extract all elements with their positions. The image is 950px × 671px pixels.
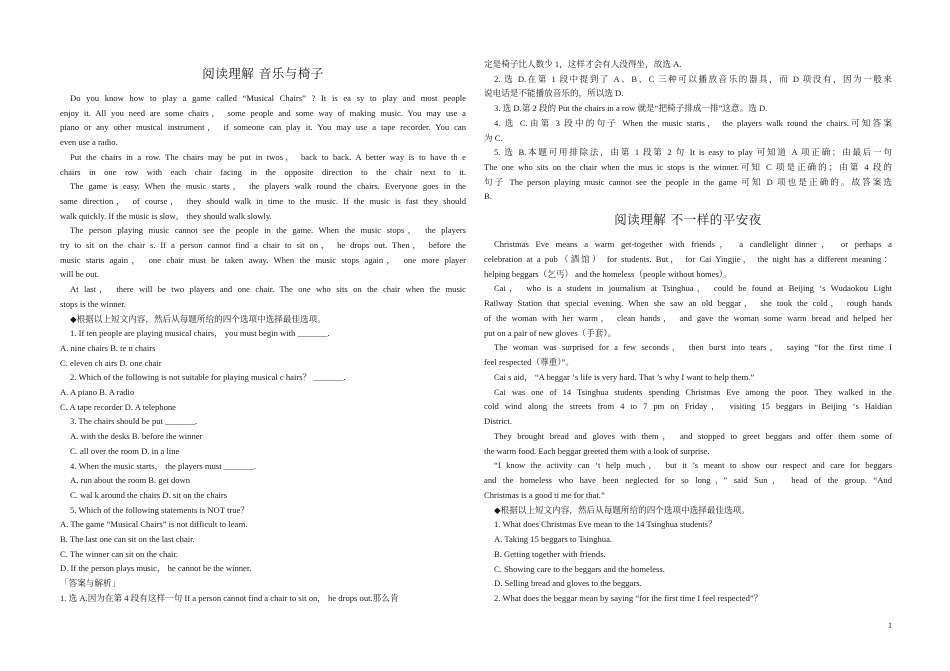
- text-line: Railway Station that special evening. When she saw an old beggar， she took the cold， rough hands: [484, 298, 892, 308]
- text-line: 为 C.: [484, 132, 503, 143]
- text-line: The person playing music cannot see the people in the game. When the music stops， the players: [70, 225, 466, 236]
- text-line: Christmas Eve means a warm get-together with friends， a candlelight dinner， or perhaps a: [494, 239, 892, 249]
- text-line: B. The last one can sit on the last chair.: [60, 534, 195, 544]
- text-line: C. Showing care to the beggars and the homeless.: [494, 563, 665, 574]
- text-line: The woman was surprised for a few seconds， then burst into tears， saying “for the first time I: [494, 342, 892, 353]
- text-line: 1. What does Christmas Eve mean to the 14 Tsinghua students？: [494, 519, 717, 530]
- text-line: D. Selling bread and gloves to the beggars.: [494, 578, 642, 589]
- text-line: A. with the desks B. before the winner: [70, 431, 203, 442]
- text-line: District.: [484, 416, 512, 426]
- text-line: 2. What does the beggar mean by saying “for the first time I feel respected”？: [494, 593, 763, 603]
- text-line: Cai s aid， “A beggar ‘s life is very hard. That ’s why I want to help them.”: [494, 371, 755, 382]
- article-title-music-chairs: 阅读理解 音乐与椅子: [202, 66, 324, 81]
- text-line: same direction， of course， they should walk in time to the music. If the music is fast they should: [60, 195, 466, 206]
- text-line: Put the chairs in a row. The chairs may be put in twos， back to back. A better way is to have th e: [70, 151, 466, 162]
- text-line: Cai was one of 14 Tsinghua students spending Christmas Eve among the poor. They walked in the: [494, 386, 892, 397]
- text-line: C. A tape recorder D. A telephone: [60, 401, 176, 412]
- text-line: The one who sits on the chair when the mus ic stops is the winner.可知 C 项是正确的；由第 4 段的: [484, 161, 892, 172]
- text-line: They brought bread and gloves with them， and stopped to greet beggars and offer them some of: [494, 430, 892, 441]
- text-line: 2. 选 D.在第 1 段中提到了 A、B、C 三种可以播放音乐的器具，而 D 项没有，因为一般来: [494, 73, 892, 84]
- text-line: A. Taking 15 beggars to Tsinghua.: [494, 534, 613, 544]
- text-line: stops is the winner.: [60, 298, 126, 309]
- text-line: C. wal k around the chairs D. sit on the chairs: [70, 489, 228, 500]
- text-line: 2. Which of the following is not suitable for playing musical c hairs？ _______.: [70, 372, 346, 383]
- text-line: Do you know how to play a game called “Musical Chairs” ? It is ea sy to play and most people: [70, 93, 466, 103]
- text-line: 5. Which of the following statements is NOT true？: [70, 504, 249, 515]
- text-line: celebration at a pub（酒馆） for students. But， for Cai Yingjie， the night has a different meaning：: [484, 253, 892, 264]
- text-line: helping beggars（乞丐） and the homeless（people without homes）。: [484, 268, 732, 279]
- text-line: 4. When the music starts， the players must _______.: [70, 460, 257, 471]
- text-line: 句子 The person playing music cannot see the people in the game 可知 D 项也是正确的。故答案选: [484, 176, 892, 187]
- text-line: try to sit on the chair s. If a person cannot find a chair to sit on， he drops out. Then， before the: [60, 240, 466, 250]
- text-line: Christmas is a good ti me for that.”: [484, 489, 605, 500]
- text-line: even use a radio.: [60, 137, 118, 148]
- text-line: “I know the activity can ‘t help much， but it ’s meant to show our respect and care for beggars: [494, 460, 892, 471]
- text-line: C. eleven ch airs D. one chair: [60, 357, 162, 368]
- text-line: music starts again， one chair must be taken away. When the music stops again， one more player: [60, 254, 466, 265]
- text-line: ◆根据以上短文内容，然后从每题所给的四个选项中选择最佳选项。: [70, 313, 326, 324]
- text-line: Cai， who is a student in journalism at Tsinghua， could be found at Beijing ‘s Wudaokou Light: [494, 283, 892, 294]
- page-number: 1: [888, 621, 892, 630]
- text-line: cold wind along the streets from 4 to 7 pm on Friday， visiting 15 beggars in Beijing ‘s Haidian: [484, 401, 892, 412]
- text-line: 4. 选 C.由第 3 段中的句子 When the music starts， the players walk round the chairs.可知答案: [494, 117, 892, 128]
- text-line: The game is easy. When the music starts， the players walk round the chairs. Everyone goes in the: [70, 181, 466, 192]
- text-line: B. Getting together with friends.: [494, 548, 606, 559]
- text-line: C. The winner can sit on the chair.: [60, 548, 178, 559]
- text-line: ◆根据以上短文内容，然后从每题所给的四个选项中选择最佳选项。: [494, 504, 750, 515]
- text-line: 1. 选 A.因为在第 4 段有这样一句 If a person cannot find a chair to sit on， he drops out.那么肯: [60, 592, 399, 603]
- text-line: of the woman with her warm， clean hands， and gave the woman some warm bread and helped her: [484, 312, 892, 323]
- text-line: enjoy it. All you need are some chairs， some people and some way of making music. You may use a: [60, 107, 466, 118]
- text-line: 5. 选 B.本题可用排除法，由第 1 段第 2 句 It is easy to play 可知道 A 项正确；由最后一句: [494, 147, 892, 158]
- text-line: 定是椅子比人数少 1，这样才会有人没得坐，故选 A.: [484, 59, 682, 69]
- text-line: walk quickly. If the music is slow， they should walk slowly.: [60, 210, 272, 221]
- text-line: 1. If ten people are playing musical chairs， you must begin with _______.: [70, 328, 330, 339]
- text-line: At last， there will be two players and one chair. The one who sits on the chair when the music: [70, 284, 466, 295]
- text-line: chairs in one row with each chair facing in the opposite direction to the chair next to it.: [60, 166, 466, 177]
- text-line: D. If the person plays music， he cannot be the winner.: [60, 563, 252, 574]
- text-line: C. all over the room D. in a line: [70, 445, 180, 456]
- text-line: 「答案与解析」: [60, 578, 121, 589]
- text-line: A. A piano B. A radio: [60, 387, 135, 397]
- text-line: 说电话是不能播放音乐的，所以选 D.: [484, 88, 624, 99]
- article-title-christmas-eve: 阅读理解 不一样的平安夜: [614, 212, 762, 227]
- text-line: 3. The chairs should be put _______.: [70, 416, 198, 427]
- text-line: and the homeless who have been neglected for so long，” said Sun， head of the group. “And: [484, 475, 892, 485]
- text-line: 3. 选 D.第 2 段的 Put the chairs in a row 就是“把椅子排成一排”这意。选 D.: [494, 103, 768, 114]
- text-line: feel respected（尊重）”。: [484, 357, 574, 367]
- text-line: will be out.: [60, 269, 99, 280]
- text-line: put on a pair of new gloves（手套）。: [484, 327, 617, 338]
- text-line: A. nine chairs B. te n chairs: [60, 342, 156, 353]
- text-line: the warm food. Each beggar greeted them with a look of surprise.: [484, 445, 710, 456]
- text-line: A. The game “Musical Chairs” is not difficult to learn.: [60, 519, 248, 530]
- text-line: piano or any other musical instrument， if someone can play it. You may use a tape recorder. You can: [60, 122, 466, 133]
- text-line: B.: [484, 191, 492, 202]
- text-line: A. run about the room B. get down: [70, 475, 191, 486]
